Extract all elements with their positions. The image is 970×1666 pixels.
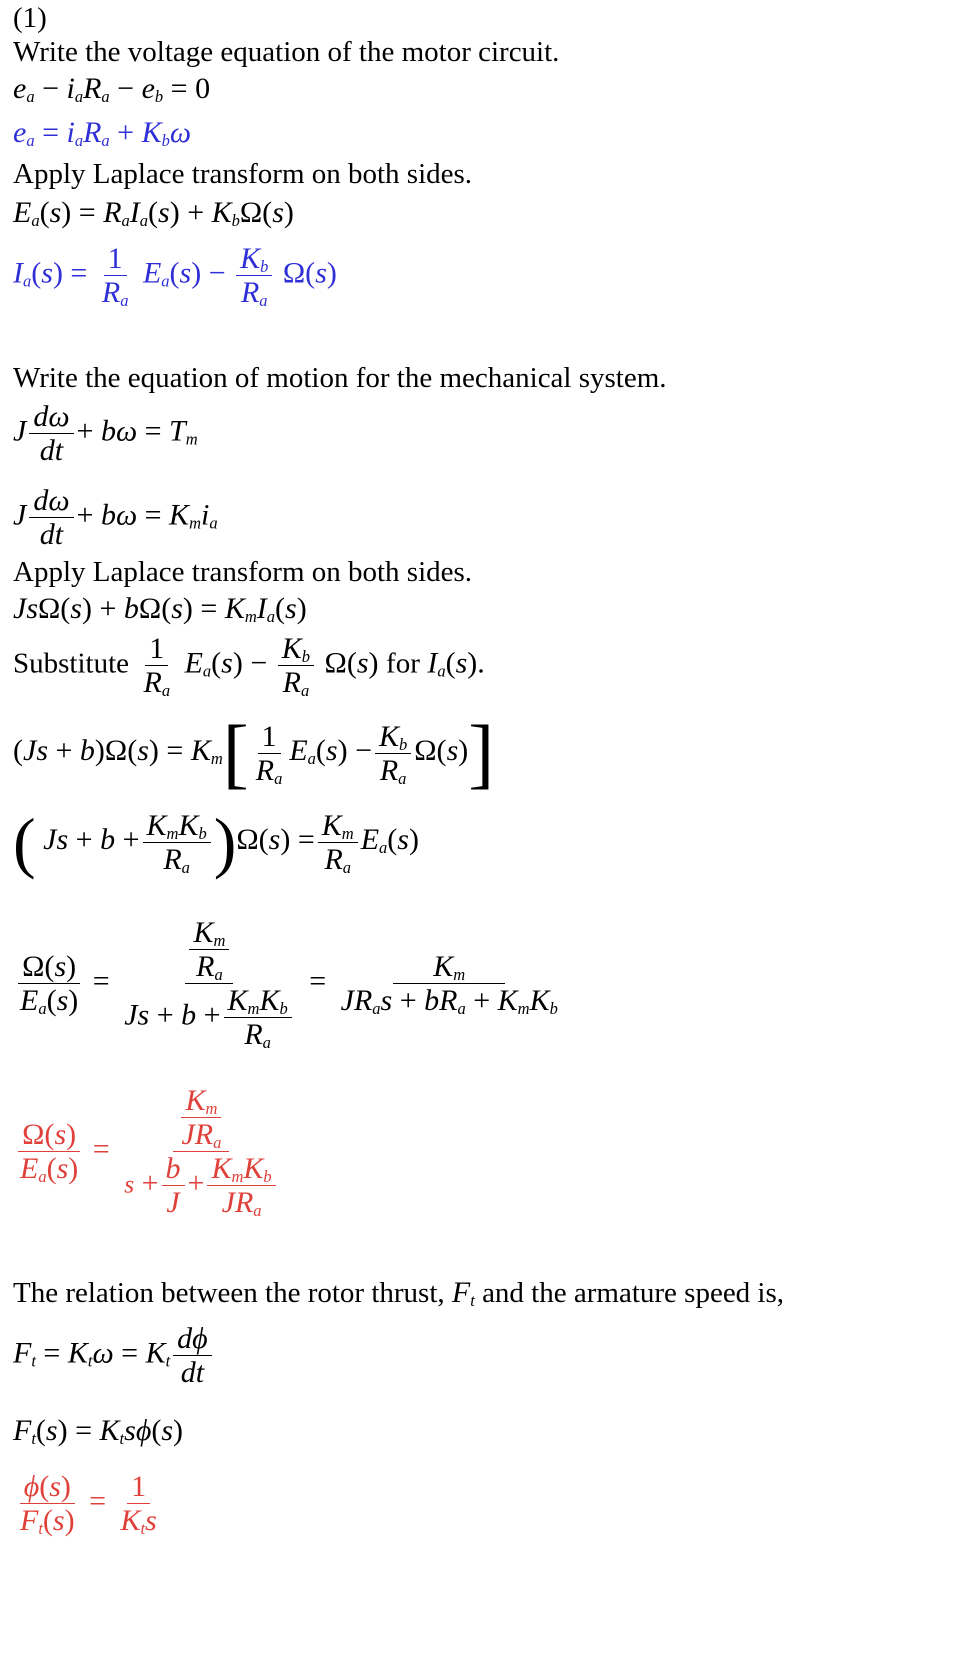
equation-motion-torque: J $\frac{d\omega}{dt}$ + $b\omega = T_m$	[13, 400, 198, 467]
equation-thrust-laplace: $F_t(s) = K_ts\phi(s)$	[13, 1414, 184, 1449]
thrust-intro-text: The relation between the rotor thrust,	[13, 1277, 445, 1309]
motion-intro-text: Write the equation of motion for the mechanical system.	[13, 362, 667, 394]
substitute-for-word: for	[386, 647, 420, 680]
equation-voltage-back-emf: $e_a = i_aR_a + K_b\omega$	[13, 116, 192, 151]
equation-thrust-transfer-function: $\frac{\phi(s)}{F_t(s)}$ = $\frac{1}{K_ts}$	[20, 1470, 157, 1539]
equation-collected: ( Js + b + $\frac{K_mK_b}{R_a}$ )Ω(s) = $\frac{K_m}{R_a}$ $E_a(s)$	[13, 804, 419, 880]
part-label: (1)	[13, 2, 47, 34]
equation-thrust: $F_t = K_t\omega = K_t$ $\frac{d\phi}{dt}$	[13, 1322, 215, 1389]
equation-voltage-kvl: $e_a - i_aR_a - e_b = 0$	[13, 72, 211, 107]
equation-transfer-function: $\frac{\Omega(s)}{E_a(s)}$ = $\frac{K_m}{R_a}$ Js + b + $\frac{K_mK_b}{R_a}$ = $\frac{K_m}{JR_as + bR_a + K_mK_b}$	[20, 916, 558, 1053]
equation-transfer-function-normalized: $\frac{\Omega(s)}{E_a(s)}$ = $\frac{K_m}{JR_a}$ s + $\frac{b}{J}$ + $\frac{K_mK_b}{JR_a}$	[13, 1084, 286, 1219]
thrust-tail-text: and the armature speed is,	[482, 1277, 785, 1309]
equation-motion-laplace: $Js\Omega(s) + b\Omega(s) = K_mI_a(s)$	[13, 592, 307, 627]
laplace-text-2: Apply Laplace transform on both sides.	[13, 556, 473, 588]
substitute-word: Substitute	[13, 647, 130, 680]
laplace-text-1: Apply Laplace transform on both sides.	[13, 158, 473, 190]
equation-substituted: $(Js + b)\Omega(s) = K_m$[ $\frac{1}{R_a}$ $E_a(s)$ − $\frac{K_b}{R_a}$ Ω(s)]	[13, 709, 495, 796]
substitute-line: Substitute $\frac{1}{R_a}$ $E_a(s)$ − $\frac{K_b}{R_a}$ Ω(s) for $I_a(s)$.	[13, 632, 485, 701]
voltage-intro-text: Write the voltage equation of the motor circuit.	[13, 36, 560, 68]
thrust-intro-line: The relation between the rotor thrust, $F_t$ and the armature speed is,	[13, 1276, 785, 1311]
equation-voltage-laplace: $E_a(s) = R_aI_a(s) + K_b\Omega(s)$	[13, 196, 294, 231]
equation-motion-current: J $\frac{d\omega}{dt}$ + $b\omega = K_mi_a$	[13, 484, 218, 551]
equation-armature-current: $I_a(s)$ = $\frac{1}{R_a}$ $E_a(s)$ − $\frac{K_b}{R_a}$ Ω(s)	[13, 242, 337, 311]
